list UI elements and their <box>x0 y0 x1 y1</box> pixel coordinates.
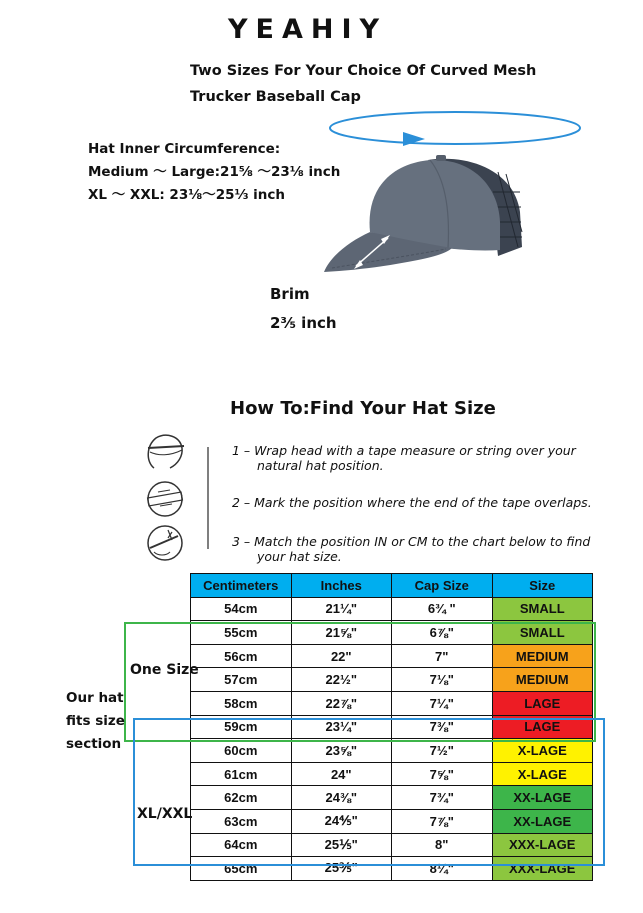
howto-title: How To:Find Your Hat Size <box>230 398 496 419</box>
cell-inches: 22⅞" <box>291 691 392 715</box>
cell-size: XXX-LAGE <box>492 833 593 857</box>
subtitle-line-1: Two Sizes For Your Choice Of Curved Mesh <box>190 63 537 79</box>
brim-value: 2⅗ inch <box>270 314 337 332</box>
circumference-xl-xxl: XL ～ XXL: 23⅛～25⅓ inch <box>88 187 286 203</box>
cell-cap-size: 7½" <box>392 739 493 763</box>
header-centimeters: Centimeters <box>191 574 292 598</box>
circumference-medium-large: Medium ～ Large:21⅝ ～23⅛ inch <box>88 164 341 180</box>
fits-line-1: Our hat <box>66 690 124 706</box>
cell-inches: 21¼" <box>291 597 392 621</box>
cell-centimeters: 57cm <box>191 668 292 692</box>
brim-info <box>270 280 337 338</box>
cell-cap-size: 6¾ " <box>392 597 493 621</box>
cell-centimeters: 56cm <box>191 644 292 668</box>
header-size: Size <box>492 574 593 598</box>
cell-centimeters: 63cm <box>191 809 292 833</box>
product-subtitle <box>190 58 536 110</box>
step-3-line-1: 3 – Match the position IN or CM to the chart below to find <box>232 534 591 549</box>
cell-size: X-LAGE <box>492 739 593 763</box>
size-chart-header-row <box>191 574 593 598</box>
fits-size-label <box>66 687 125 756</box>
cell-size: LAGE <box>492 691 593 715</box>
cell-cap-size: 7⅝" <box>392 762 493 786</box>
cell-cap-size: 7⅛" <box>392 668 493 692</box>
circumference-info <box>88 138 340 207</box>
cell-centimeters: 61cm <box>191 762 292 786</box>
cell-cap-size: 8" <box>392 833 493 857</box>
cell-size: LAGE <box>492 715 593 739</box>
cell-cap-size: 6⅞" <box>392 621 493 645</box>
xl-xxl-section-outline <box>133 718 605 866</box>
cell-size: SMALL <box>492 597 593 621</box>
step-2-line-1: 2 – Mark the position where the end of the tape overlaps. <box>232 495 592 510</box>
cell-centimeters: 58cm <box>191 691 292 715</box>
cell-inches: 24⅜" <box>291 786 392 810</box>
cell-size: X-LAGE <box>492 762 593 786</box>
circumference-heading: Hat Inner Circumference: <box>88 141 281 157</box>
fits-line-2: fits size <box>66 713 125 729</box>
cell-cap-size: 7" <box>392 644 493 668</box>
cell-centimeters: 62cm <box>191 786 292 810</box>
cell-cap-size: 7⅜" <box>392 715 493 739</box>
tape-overlap-icon <box>140 478 190 520</box>
cell-centimeters: 60cm <box>191 739 292 763</box>
subtitle-line-2: Trucker Baseball Cap <box>190 89 361 105</box>
cell-size: XX-LAGE <box>492 809 593 833</box>
cell-inches: 23¼" <box>291 715 392 739</box>
step-3 <box>232 534 622 564</box>
cell-inches: 25⅕" <box>291 833 392 857</box>
step-1-line-2: natural hat position. <box>257 458 384 473</box>
brim-label: Brim <box>270 285 310 303</box>
cell-size: MEDIUM <box>492 644 593 668</box>
fits-line-3: section <box>66 736 122 752</box>
head-measure-icon <box>140 430 190 472</box>
cell-cap-size: 8¼" <box>392 857 493 881</box>
cell-inches: 21⅝" <box>291 621 392 645</box>
cell-inches: 22" <box>291 644 392 668</box>
header-cap-size: Cap Size <box>392 574 493 598</box>
one-size-label: One Size <box>130 662 199 678</box>
step-3-line-2: your hat size. <box>257 549 342 564</box>
brand-title: YEAHIY <box>227 14 388 45</box>
cell-centimeters: 64cm <box>191 833 292 857</box>
cell-inches: 25⅗" <box>291 857 392 881</box>
step-2 <box>232 495 622 510</box>
trucker-cap-image <box>318 152 530 282</box>
cell-centimeters: 55cm <box>191 621 292 645</box>
cell-size: XX-LAGE <box>492 786 593 810</box>
cell-size: SMALL <box>492 621 593 645</box>
cell-centimeters: 65cm <box>191 857 292 881</box>
step-1 <box>232 443 622 473</box>
cell-inches: 23⅝" <box>291 739 392 763</box>
circumference-arrow-icon <box>325 106 585 150</box>
steps-divider <box>207 447 209 549</box>
cell-cap-size: 7⅞" <box>392 809 493 833</box>
cell-inches: 22½" <box>291 668 392 692</box>
cell-inches: 24" <box>291 762 392 786</box>
size-chart-row <box>191 597 593 621</box>
mark-position-icon <box>140 522 190 564</box>
step-1-line-1: 1 – Wrap head with a tape measure or string over your <box>232 443 576 458</box>
header-inches: Inches <box>291 574 392 598</box>
cell-cap-size: 7¾" <box>392 786 493 810</box>
cell-cap-size: 7¼" <box>392 691 493 715</box>
xl-xxl-label: XL/XXL <box>137 806 193 822</box>
cell-centimeters: 59cm <box>191 715 292 739</box>
cell-size: MEDIUM <box>492 668 593 692</box>
cell-size: XXX-LAGE <box>492 857 593 881</box>
cell-inches: 24⅘" <box>291 809 392 833</box>
cell-centimeters: 54cm <box>191 597 292 621</box>
